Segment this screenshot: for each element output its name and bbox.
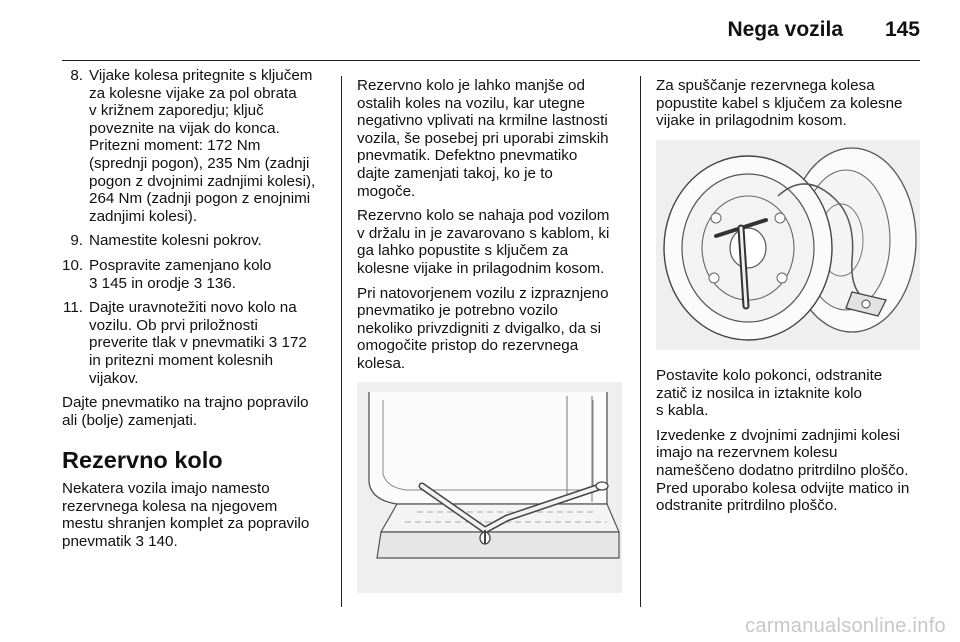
text-line: Izvedenke z dvojnimi zadnjimi kolesi [656,426,900,444]
text-line: Pri natovorjenem vozilu z izpraznjeno [357,284,609,302]
text-line: imajo na rezervnem kolesu [656,444,838,462]
text-line: ali (bolje) zamenjati. [62,411,198,429]
text-line: Namestite kolesni pokrov. [89,232,262,250]
text-line: in pritezni moment kolesnih [89,351,274,369]
paragraph [62,480,334,550]
list-number: 10. [62,256,84,274]
text-line: 264 Nm (zadnji pogon z enojnimi [89,190,311,208]
text-line: omogočite pristop do rezervnega [357,337,579,355]
text-line: vozila, še posebej pri uporabi zimskih [357,129,609,147]
text-line: Rezervno kolo se nahaja pod vozilom [357,207,610,225]
text-line: ostalih koles na vozilu, kar utegne [357,94,585,112]
text-line: 3 145 in orodje 3 136. [89,274,236,292]
text-line: negativno vplivati na krmilne lastnosti [357,112,608,130]
text-line: Dajte uravnotežiti novo kolo na [89,299,297,317]
paragraph [656,77,926,130]
column-3-lower [656,367,931,522]
text-line: nameščeno dodatno pritrdilno ploščo. [656,461,909,479]
text-line: s kabla. [656,402,709,420]
wrench-under-bumper-illustration [357,382,622,593]
text-line: pogon z dvojnimi zadnjimi kolesi), [89,172,316,190]
list-item [62,232,334,250]
list-number: 11. [63,299,83,317]
text-line: Postavite kolo pokonci, odstranite [656,367,883,384]
text-line: dajte zamenjati takoj, ko je to [357,164,553,182]
text-line: v držalu in je zavarovano s kablom, ki [357,224,610,242]
text-line: mestu shranjen komplet za popravilo [62,515,310,533]
section-heading: Rezervno kolo [62,447,223,474]
header-divider [62,60,920,61]
paragraph [357,77,632,200]
text-line: kolesa. [357,354,406,372]
paragraph [357,207,632,277]
page-number: 145 [884,18,920,41]
paragraph [357,285,632,373]
text-line: poveznite na vijak do konca. [89,119,280,137]
list-item [62,257,334,292]
text-line: Rezervno kolo je lahko manjše od [357,77,585,94]
text-line: mogoče. [357,182,416,200]
watermark: carmanualsonline.info [745,615,946,637]
text-line: pnevmatiko je potrebno vozilo [357,302,558,320]
text-line: ga lahko popustite s ključem za [357,242,569,260]
page-section-title: Nega vozila [727,18,843,41]
text-line: Dajte pnevmatiko na trajno popravilo [62,394,309,412]
spare-wheel-illustration [656,140,920,350]
text-line: nekoliko privzdigniti z dvigalko, da si [357,319,601,337]
column-1 [62,67,334,558]
figure-spare-wheel-cable [656,140,920,350]
figure-wrench-under-vehicle [357,382,622,593]
list-number: 8. [70,67,83,84]
text-line: vijake in prilagodnim kosom. [656,112,847,130]
text-line: Pred uporabo kolesa odvijte matico in [656,479,910,497]
list-item [62,299,334,387]
text-line: popustite kabel s ključem za kolesne [656,94,903,112]
text-line: zadnjimi kolesi). [89,207,198,225]
text-line: Pritezni moment: 172 Nm [89,137,261,155]
paragraph [656,427,931,515]
text-line: Za spuščanje rezervnega kolesa [656,77,875,94]
text-line: Pospravite zamenjano kolo [89,256,272,274]
paragraph [656,367,931,420]
list-item [62,67,334,225]
column-divider [640,76,641,607]
text-line: pnevmatik 3 140. [62,533,178,551]
text-line: Nekatera vozila imajo namesto [62,480,270,498]
text-line: odstranite pritrdilno ploščo. [656,497,838,515]
text-line: vozilu. Ob prvi priložnosti [89,316,258,334]
column-2 [357,77,632,380]
text-line: vijakov. [89,369,139,387]
text-line: preverite tlak v pnevmatiki 3 172 [89,334,307,352]
list-number: 9. [70,232,83,250]
text-line: (sprednji pogon), 235 Nm (zadnji [89,154,310,172]
text-line: za kolesne vijake za pol obrata [89,84,297,102]
text-line: rezervnega kolesa na njegovem [62,497,278,515]
text-line: pnevmatik. Defektno pnevmatiko [357,147,578,165]
text-line: kolesne vijake in prilagodnim kosom. [357,259,605,277]
column-divider [341,76,342,607]
paragraph [62,394,334,429]
text-line: Vijake kolesa pritegnite s ključem [89,67,313,84]
column-3 [656,77,926,137]
step-text [89,67,334,225]
text-line: v križnem zaporedju; ključ [89,102,264,120]
text-line: zatič iz nosilca in iztaknite kolo [656,384,862,402]
